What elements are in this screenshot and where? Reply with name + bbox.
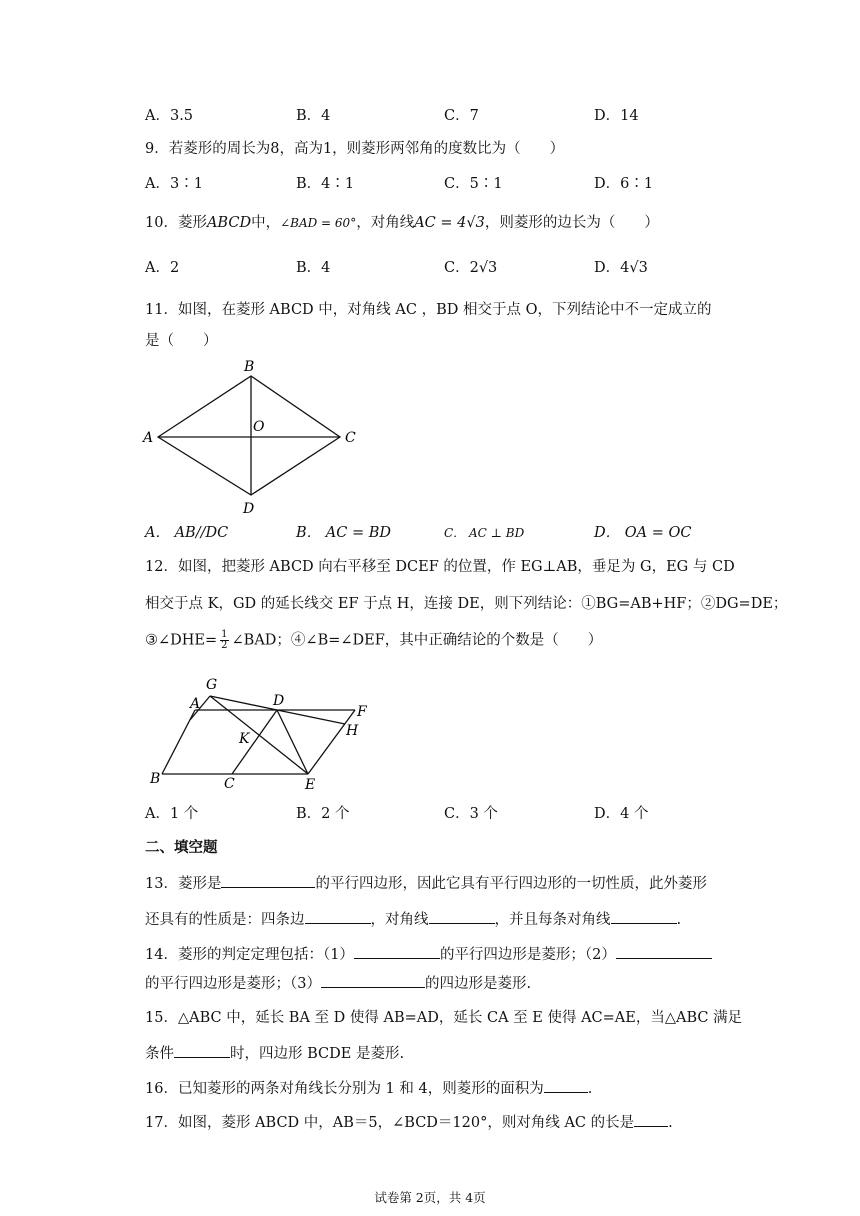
option-b: B．4∶1 (296, 176, 355, 192)
answer-blank[interactable] (616, 944, 712, 959)
q11-rhombus-figure (140, 355, 370, 520)
q13-l2b: ，对角线 (370, 912, 429, 928)
q17 (145, 1112, 673, 1133)
section-title: 二、填空题 (145, 839, 218, 856)
label-g: G (206, 677, 218, 693)
answer-blank[interactable] (321, 973, 425, 988)
q16 (145, 1078, 592, 1099)
q16-end: . (587, 1081, 593, 1097)
q11-stem-line1: 11．如图，在菱形 ABCD 中，对角线 AC ，BD 相交于点 O，下列结论中不一定成立的 (145, 302, 712, 318)
q13-line1 (145, 873, 707, 894)
option-b: B．4 (296, 260, 331, 276)
q9-stem: 9．若菱形的周长为8，高为1，则菱形两邻角的度数比为（ ） (145, 141, 565, 157)
answer-blank[interactable] (174, 1043, 230, 1058)
option-a: A． AB//DC (145, 525, 229, 541)
q12-stem-line1: 12．如图，把菱形 ABCD 向右平移至 DCEF 的位置，作 EG⊥AB，垂足为 G，EG 与 CD (145, 559, 735, 575)
q13-l2d: . (676, 912, 682, 928)
q17-end: . (668, 1115, 673, 1131)
answer-blank[interactable] (634, 1112, 668, 1127)
q9-options (145, 174, 745, 194)
q15-l2b: 时，四边形 BCDE 是菱形. (230, 1046, 405, 1062)
label-c: C (345, 430, 356, 446)
label-k: K (239, 731, 250, 747)
option-c: C．2√3 (444, 260, 498, 276)
option-a: A．2 (145, 260, 180, 276)
q14-line2 (145, 973, 531, 994)
answer-blank[interactable] (544, 1078, 588, 1093)
q10-prefix: 10．菱形 (145, 215, 207, 231)
q10-ac: AC = 4√3 (414, 215, 485, 231)
q10-diag: ，对角线 (356, 215, 415, 231)
label-b: B (150, 771, 161, 787)
answer-blank[interactable] (354, 944, 440, 959)
answer-blank[interactable] (429, 909, 495, 924)
q15-line2 (145, 1043, 404, 1064)
q13-l1a: 13．菱形是 (145, 876, 222, 892)
q13-line2 (145, 909, 681, 930)
label-d: D (243, 501, 255, 517)
label-a: A (143, 430, 154, 446)
fraction-numerator: 1 (221, 629, 228, 640)
q10-stem (145, 213, 659, 233)
label-b: B (244, 359, 255, 375)
label-c: C (224, 776, 235, 792)
q12-options (145, 804, 745, 824)
label-f: F (357, 704, 367, 720)
page-footer: 试卷第 2页，共 4页 (374, 1190, 486, 1205)
option-d: D．4 个 (594, 806, 649, 822)
q13-l1b: 的平行四边形，因此它具有平行四边形的一切性质，此外菱形 (315, 876, 707, 892)
label-h: H (346, 723, 359, 739)
option-b: B．2 个 (296, 806, 350, 822)
option-b: B． AC = BD (296, 525, 391, 541)
label-o: O (253, 419, 265, 435)
q13-l2a: 还具有的性质是：四条边 (145, 912, 305, 928)
q14-line1 (145, 944, 712, 965)
option-c: C．3 个 (444, 806, 498, 822)
q10-abcd: ABCD (206, 215, 252, 231)
answer-blank[interactable] (611, 909, 677, 924)
answer-blank[interactable] (305, 909, 371, 924)
q12-stem-line3 (145, 630, 602, 651)
option-a: A．3.5 (145, 108, 194, 124)
q14-l2a: 的平行四边形是菱形；（3） (145, 976, 321, 992)
q16-text: 16．已知菱形的两条对角线长分别为 1 和 4，则菱形的面积为 (145, 1081, 544, 1097)
q10-suffix: ，则菱形的边长为（ ） (484, 215, 659, 231)
q12-figure (140, 672, 380, 797)
q17-text: 17．如图，菱形 ABCD 中，AB＝5，∠BCD＝120°，则对角线 AC 的长是 (145, 1115, 635, 1131)
q14-l1b: 的平行四边形是菱形；（2） (439, 947, 616, 963)
option-d: D． OA = OC (594, 525, 692, 541)
q12-line3-prefix: ③∠DHE= (145, 632, 218, 649)
option-a: A．3∶1 (145, 176, 203, 192)
option-d: D．6∶1 (594, 176, 654, 192)
option-d: D．4√3 (594, 260, 648, 276)
option-b: B．4 (296, 108, 331, 124)
q10-mid: 中， (251, 215, 281, 231)
option-c: C．7 (444, 108, 479, 124)
option-d: D．14 (594, 108, 639, 124)
q12-line3-suffix: ∠BAD；④∠B=∠DEF，其中正确结论的个数是（ ） (231, 632, 603, 649)
q14-l2b: 的四边形是菱形. (424, 976, 532, 992)
fraction-denominator: 2 (221, 640, 228, 651)
label-a: A (190, 696, 201, 712)
fraction-one-half (220, 630, 228, 651)
q10-angle: ∠BAD = 60° (280, 216, 357, 230)
q11-options (145, 523, 745, 543)
q12-stem-line2: 相交于点 K，GD 的延长线交 EF 于点 H，连接 DE，则下列结论：①BG=AB+HF；②DG=DE； (145, 596, 788, 612)
answer-blank[interactable] (221, 873, 315, 888)
option-c: C． AC ⊥ BD (444, 526, 525, 540)
option-a: A．1 个 (145, 806, 199, 822)
q15-l2a: 条件 (145, 1046, 174, 1062)
q14-l1a: 14．菱形的判定定理包括：（1） (145, 947, 354, 963)
q8-options (145, 106, 745, 126)
q15-line1: 15．△ABC 中，延长 BA 至 D 使得 AB=AD，延长 CA 至 E 使得 AC=AE，当△ABC 满足 (145, 1010, 743, 1026)
option-c: C．5∶1 (444, 176, 503, 192)
q11-stem-line2: 是（ ） (145, 333, 218, 349)
q10-options (145, 258, 745, 278)
label-e: E (305, 777, 316, 793)
label-d: D (273, 693, 285, 709)
q13-l2c: ，并且每条对角线 (494, 912, 611, 928)
